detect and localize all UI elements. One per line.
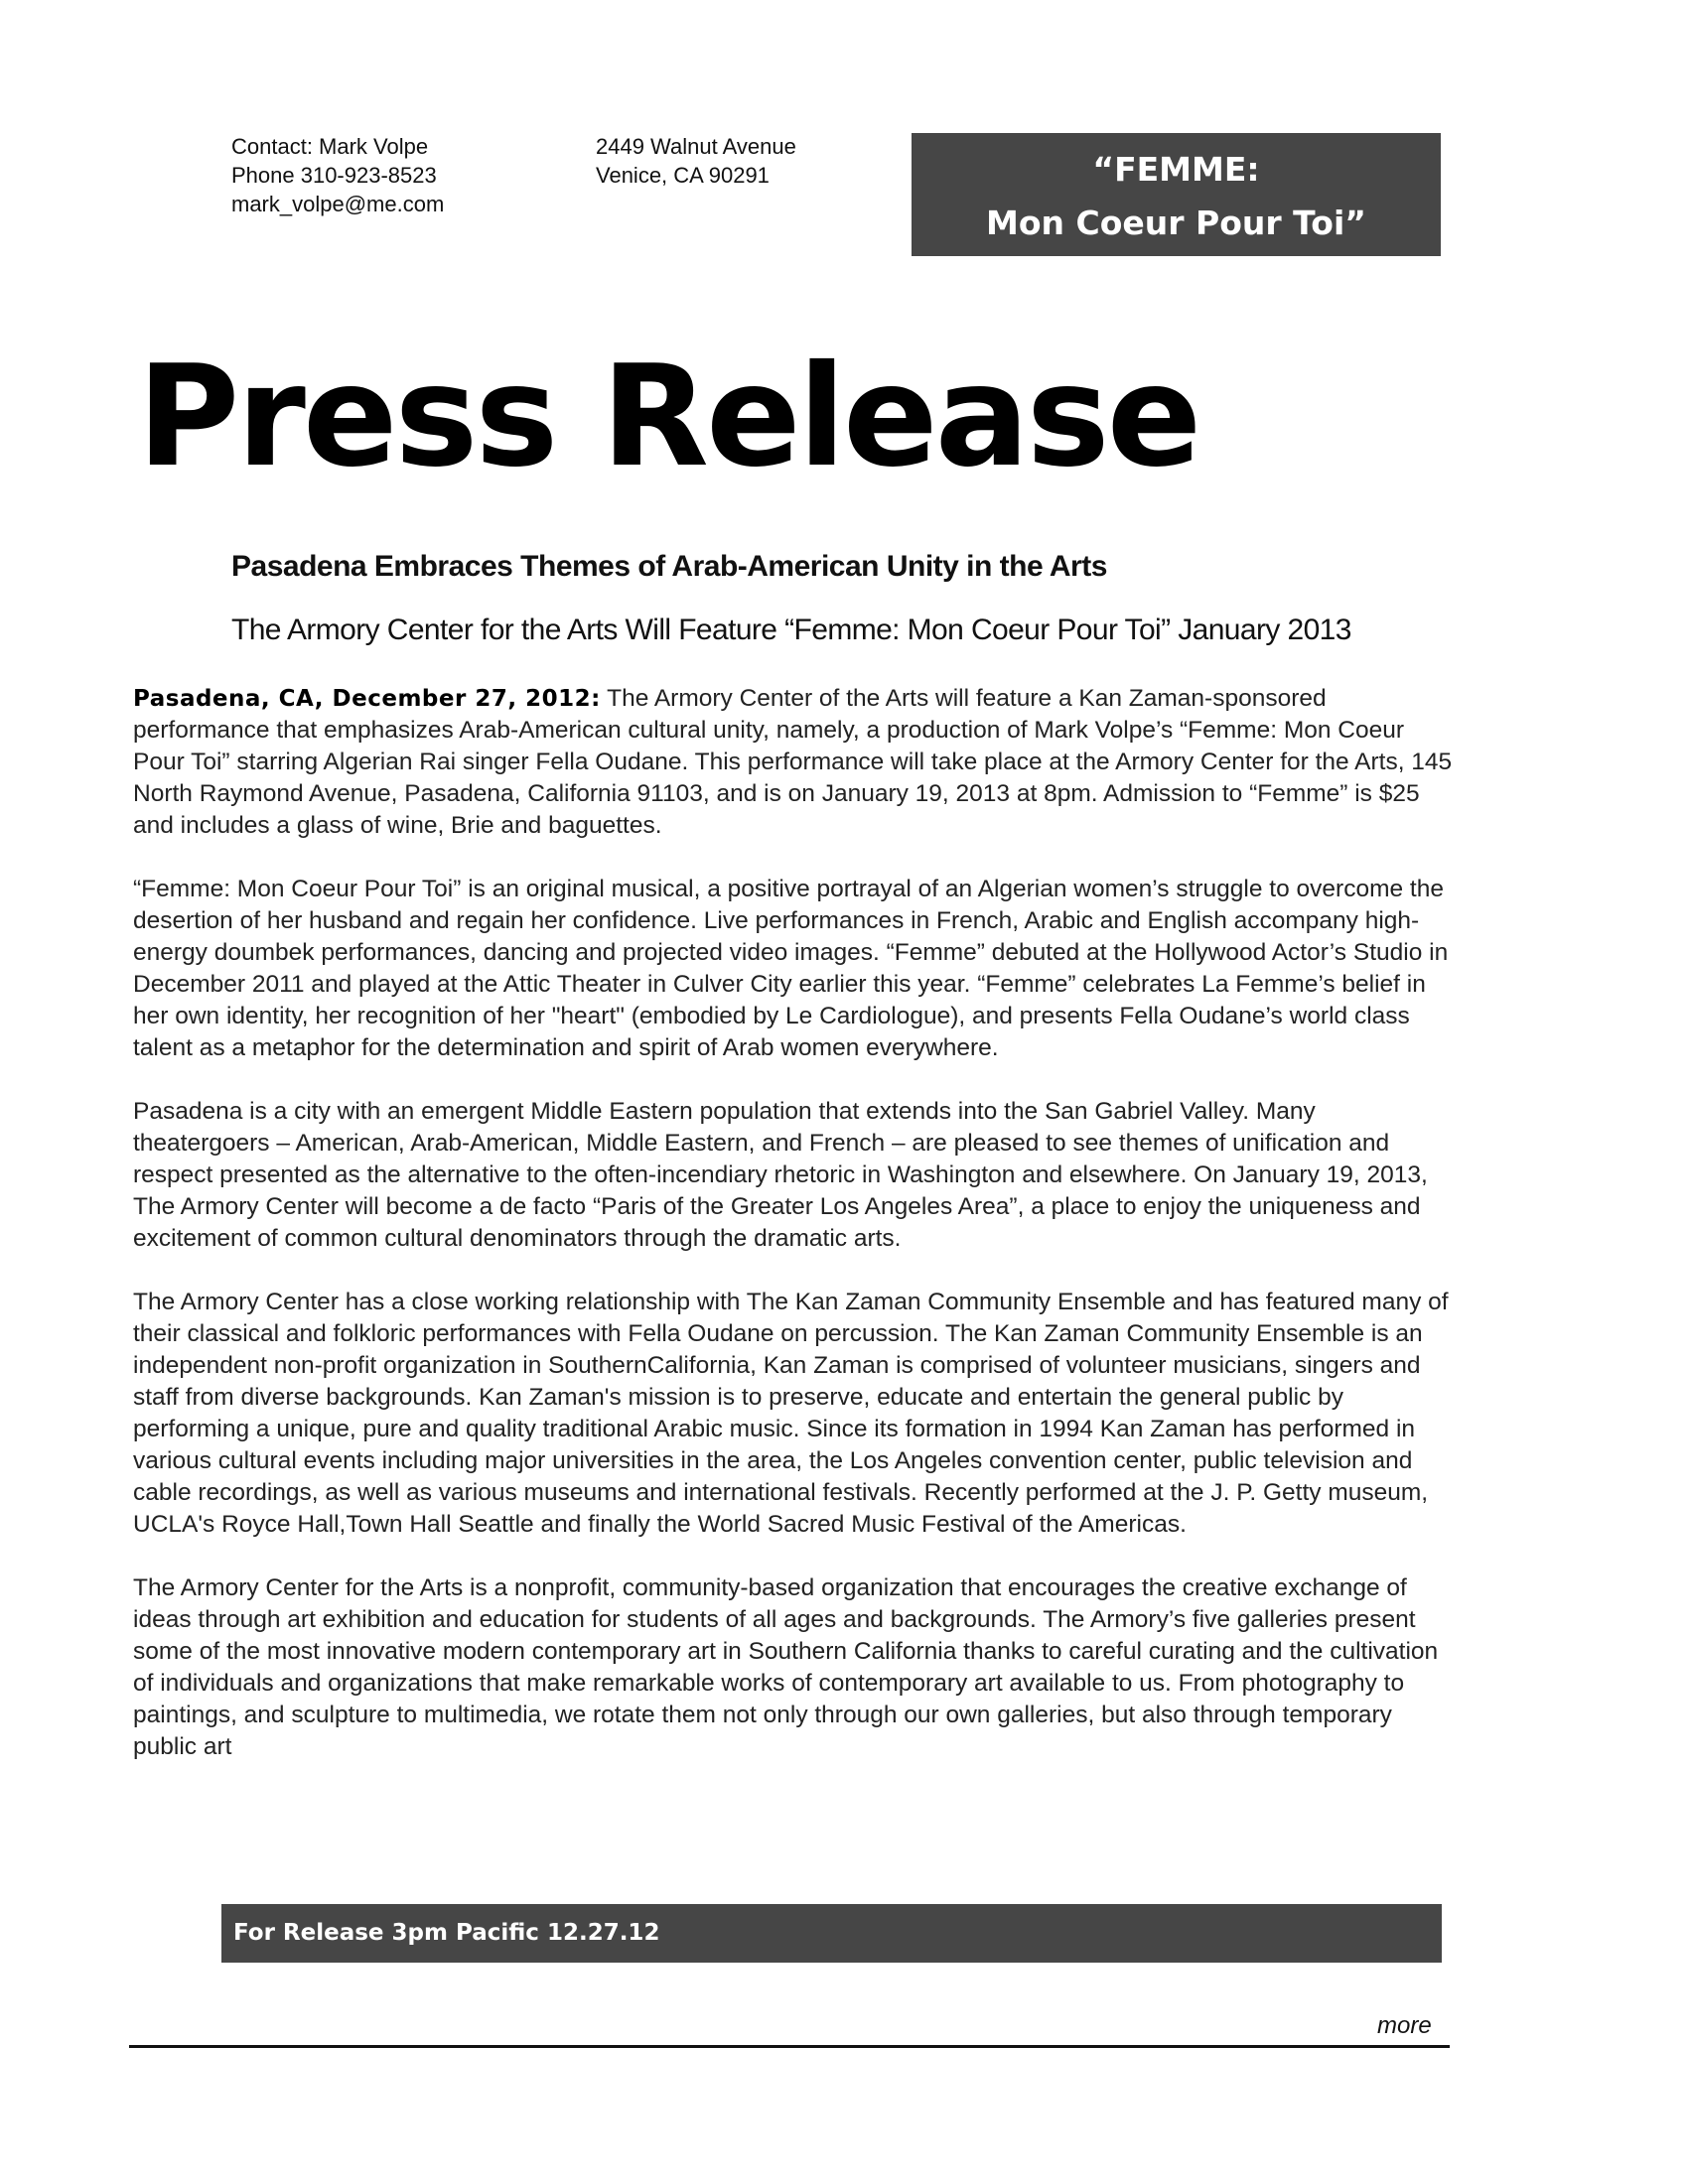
contact-name: Contact: Mark Volpe (231, 134, 429, 159)
page-title: Press Release (137, 336, 1199, 498)
footer-divider (129, 2045, 1450, 2048)
address-city: Venice, CA 90291 (596, 163, 770, 188)
tagline: The Armory Center for the Arts Will Feature “Femme: Mon Coeur Pour Toi” January 2013 (231, 614, 1351, 646)
more-link[interactable]: more (1377, 2012, 1432, 2039)
paragraph-1-text: The Armory Center of the Arts will feature a Kan Zaman-sponsored performance that emphasizes Arab-American cultural unity, namely, a production of Mark Volpe’s “Femme: Mon Coeur Pour Toi” starring Algerian Rai singer Fella Oudane. This performance will take place at the Armory Center for the Arts, 145 North Raymond Avenue, Pasadena, California 91103, and is on January 19, 2013 at 8pm. Admission to “Femme” is $25 and includes a glass of wine, Brie and baguettes. (133, 685, 1453, 839)
subheadline: Pasadena Embraces Themes of Arab-American Unity in the Arts (231, 550, 1107, 583)
contact-email: mark_volpe@me.com (231, 192, 445, 216)
body-paragraph-4: The Armory Center has a close working relationship with The Kan Zaman Community Ensemble and has featured many of their classical and folkloric performances with Fella Oudane on percussion. The Kan Zaman Community Ensemble is an independent non-profit organization in SouthernCalifornia, Kan Zaman is comprised of volunteer musicians, singers and staff from diverse backgrounds. Kan Zaman's mission is to preserve, educate and entertain the general public by performing a unique, pure and quality traditional Arabic music. Since its formation in 1994 Kan Zaman has performed in various cultural events including major universities in the area, the Los Angeles convention center, public television and cable recordings, as well as various museums and international festivals. Recently performed at the J. P. Getty museum, UCLA's Royce Hall,Town Hall Seattle and finally the World Sacred Music Festival of the Americas. (133, 1289, 1449, 1538)
body-paragraph-5: The Armory Center for the Arts is a nonprofit, community-based organization that encourages the creative exchange of ideas through art exhibition and education for students of all ages and backgrounds. The Armory’s five galleries present some of the most innovative modern contemporary art in Southern California thanks to careful curating and the cultivation of individuals and organizations that make remarkable works of contemporary art available to us. From photography to paintings, and sculpture to multimedia, we rotate them not only through our own galleries, but also through temporary public art (133, 1574, 1439, 1760)
body-paragraph-1 (133, 683, 1454, 842)
contact-address (596, 132, 796, 190)
dateline: Pasadena, CA, December 27, 2012: (133, 686, 601, 712)
show-title-line2: Mon Coeur Pour Toi” (986, 204, 1366, 242)
show-title-box (912, 133, 1441, 256)
contact-phone: Phone 310-923-8523 (231, 163, 437, 188)
body-paragraph-3: Pasadena is a city with an emergent Middle Eastern population that extends into the San Gabriel Valley. Many theatergoers – American, Arab-American, Middle Eastern, and French – are pleased to see themes of unification and respect presented as the alternative to the often-incendiary rhetoric in Washington and elsewhere. On January 19, 2013, The Armory Center will become a de facto “Paris of the Greater Los Angeles Area”, a place to enjoy the uniqueness and excitement of common cultural denominators through the dramatic arts. (133, 1098, 1428, 1252)
address-street: 2449 Walnut Avenue (596, 134, 796, 159)
body-paragraph-2: “Femme: Mon Coeur Pour Toi” is an original musical, a positive portrayal of an Algerian women’s struggle to overcome the desertion of her husband and regain her confidence. Live performances in French, Arabic and English accompany high-energy doumbek performances, dancing and projected video images. “Femme” debuted at the Hollywood Actor’s Studio in December 2011 and played at the Attic Theater in Culver City earlier this year. “Femme” celebrates La Femme’s belief in her own identity, her recognition of her "heart" (embodied by Le Cardiologue), and presents Fella Oudane’s world class talent as a metaphor for the determination and spirit of Arab women everywhere. (133, 876, 1449, 1061)
show-title-line1: “FEMME: (1092, 150, 1260, 189)
press-body (133, 683, 1454, 1795)
release-time-bar: For Release 3pm Pacific 12.27.12 (221, 1904, 1442, 1963)
contact-info (231, 132, 444, 218)
